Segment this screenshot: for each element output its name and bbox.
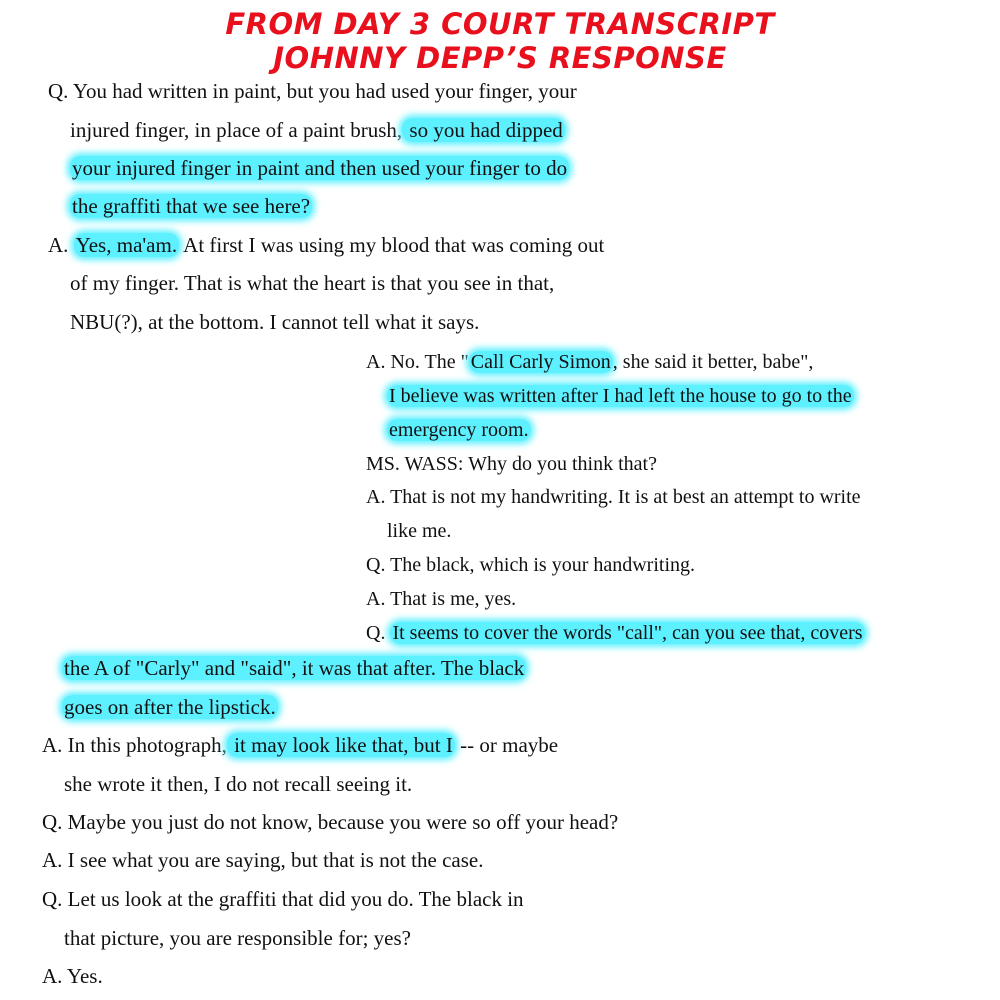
transcript-line	[42, 735, 558, 756]
highlighted-text: emergency room.	[389, 419, 529, 441]
transcript-text: A.	[48, 233, 74, 257]
highlighted-text: Call Carly Simon	[470, 351, 611, 373]
transcript-line	[62, 697, 278, 718]
transcript-text: -- or maybe	[454, 733, 559, 757]
transcript-line: Q. Maybe you just do not know, because you were so off your head?	[42, 810, 619, 834]
highlighted-text: Yes, ma'am.	[75, 233, 178, 257]
transcript-line: that picture, you are responsible for; yes?	[64, 926, 411, 950]
highlighted-text: goes on after the lipstick.	[64, 695, 276, 719]
transcript-text: A. No. The "	[366, 351, 469, 373]
highlighted-text: your injured finger in paint and then used your finger to do	[72, 156, 568, 180]
transcript-line: A. That is me, yes.	[366, 588, 517, 610]
page-title-line-1: FROM DAY 3 COURT TRANSCRIPT	[225, 7, 775, 41]
transcript-line: of my finger. That is what the heart is that you see in that,	[70, 271, 555, 295]
transcript-line: A. That is not my handwriting. It is at best an attempt to write	[366, 486, 861, 508]
highlighted-text: the A of "Carly" and "said", it was that after. The black	[64, 656, 525, 680]
transcript-line	[70, 196, 312, 217]
page-title-line-2: JOHNNY DEPP’S RESPONSE	[273, 41, 727, 75]
transcript-line	[70, 120, 565, 141]
highlighted-text: I believe was written after I had left the house to go to the	[389, 385, 852, 407]
transcript-text: At first I was using my blood that was coming out	[179, 233, 605, 257]
transcript-text: A. In this photograph,	[42, 733, 227, 757]
transcript-line: she wrote it then, I do not recall seeing it.	[64, 772, 413, 796]
highlighted-text: it may look like that, but I	[228, 733, 453, 757]
transcript-line	[366, 623, 865, 643]
transcript-line	[48, 235, 604, 256]
highlighted-text: the graffiti that we see here?	[72, 194, 311, 218]
transcript-line: A. I see what you are saying, but that is not the case.	[42, 848, 484, 872]
transcript-line: like me.	[387, 520, 452, 542]
transcript-text: injured finger, in place of a paint brush,	[70, 118, 403, 142]
transcript-line	[70, 158, 569, 179]
transcript-line: Q. You had written in paint, but you had used your finger, your	[48, 79, 577, 103]
transcript-text: , she said it better, babe",	[612, 351, 814, 373]
transcript-line: Q. The black, which is your handwriting.	[366, 554, 696, 576]
transcript-line: MS. WASS: Why do you think that?	[366, 453, 657, 475]
transcript-line	[62, 658, 526, 679]
transcript-line: NBU(?), at the bottom. I cannot tell what it says.	[70, 310, 480, 334]
transcript-line: A. Yes.	[42, 964, 103, 988]
transcript-text: Q.	[366, 622, 391, 644]
transcript-line: Q. Let us look at the graffiti that did you do. The black in	[42, 887, 524, 911]
highlighted-text: so you had dipped	[404, 118, 563, 142]
transcript-line	[387, 420, 531, 440]
transcript-line	[387, 386, 854, 406]
transcript-line	[366, 352, 813, 372]
highlighted-text: It seems to cover the words "call", can you see that, covers	[392, 622, 863, 644]
